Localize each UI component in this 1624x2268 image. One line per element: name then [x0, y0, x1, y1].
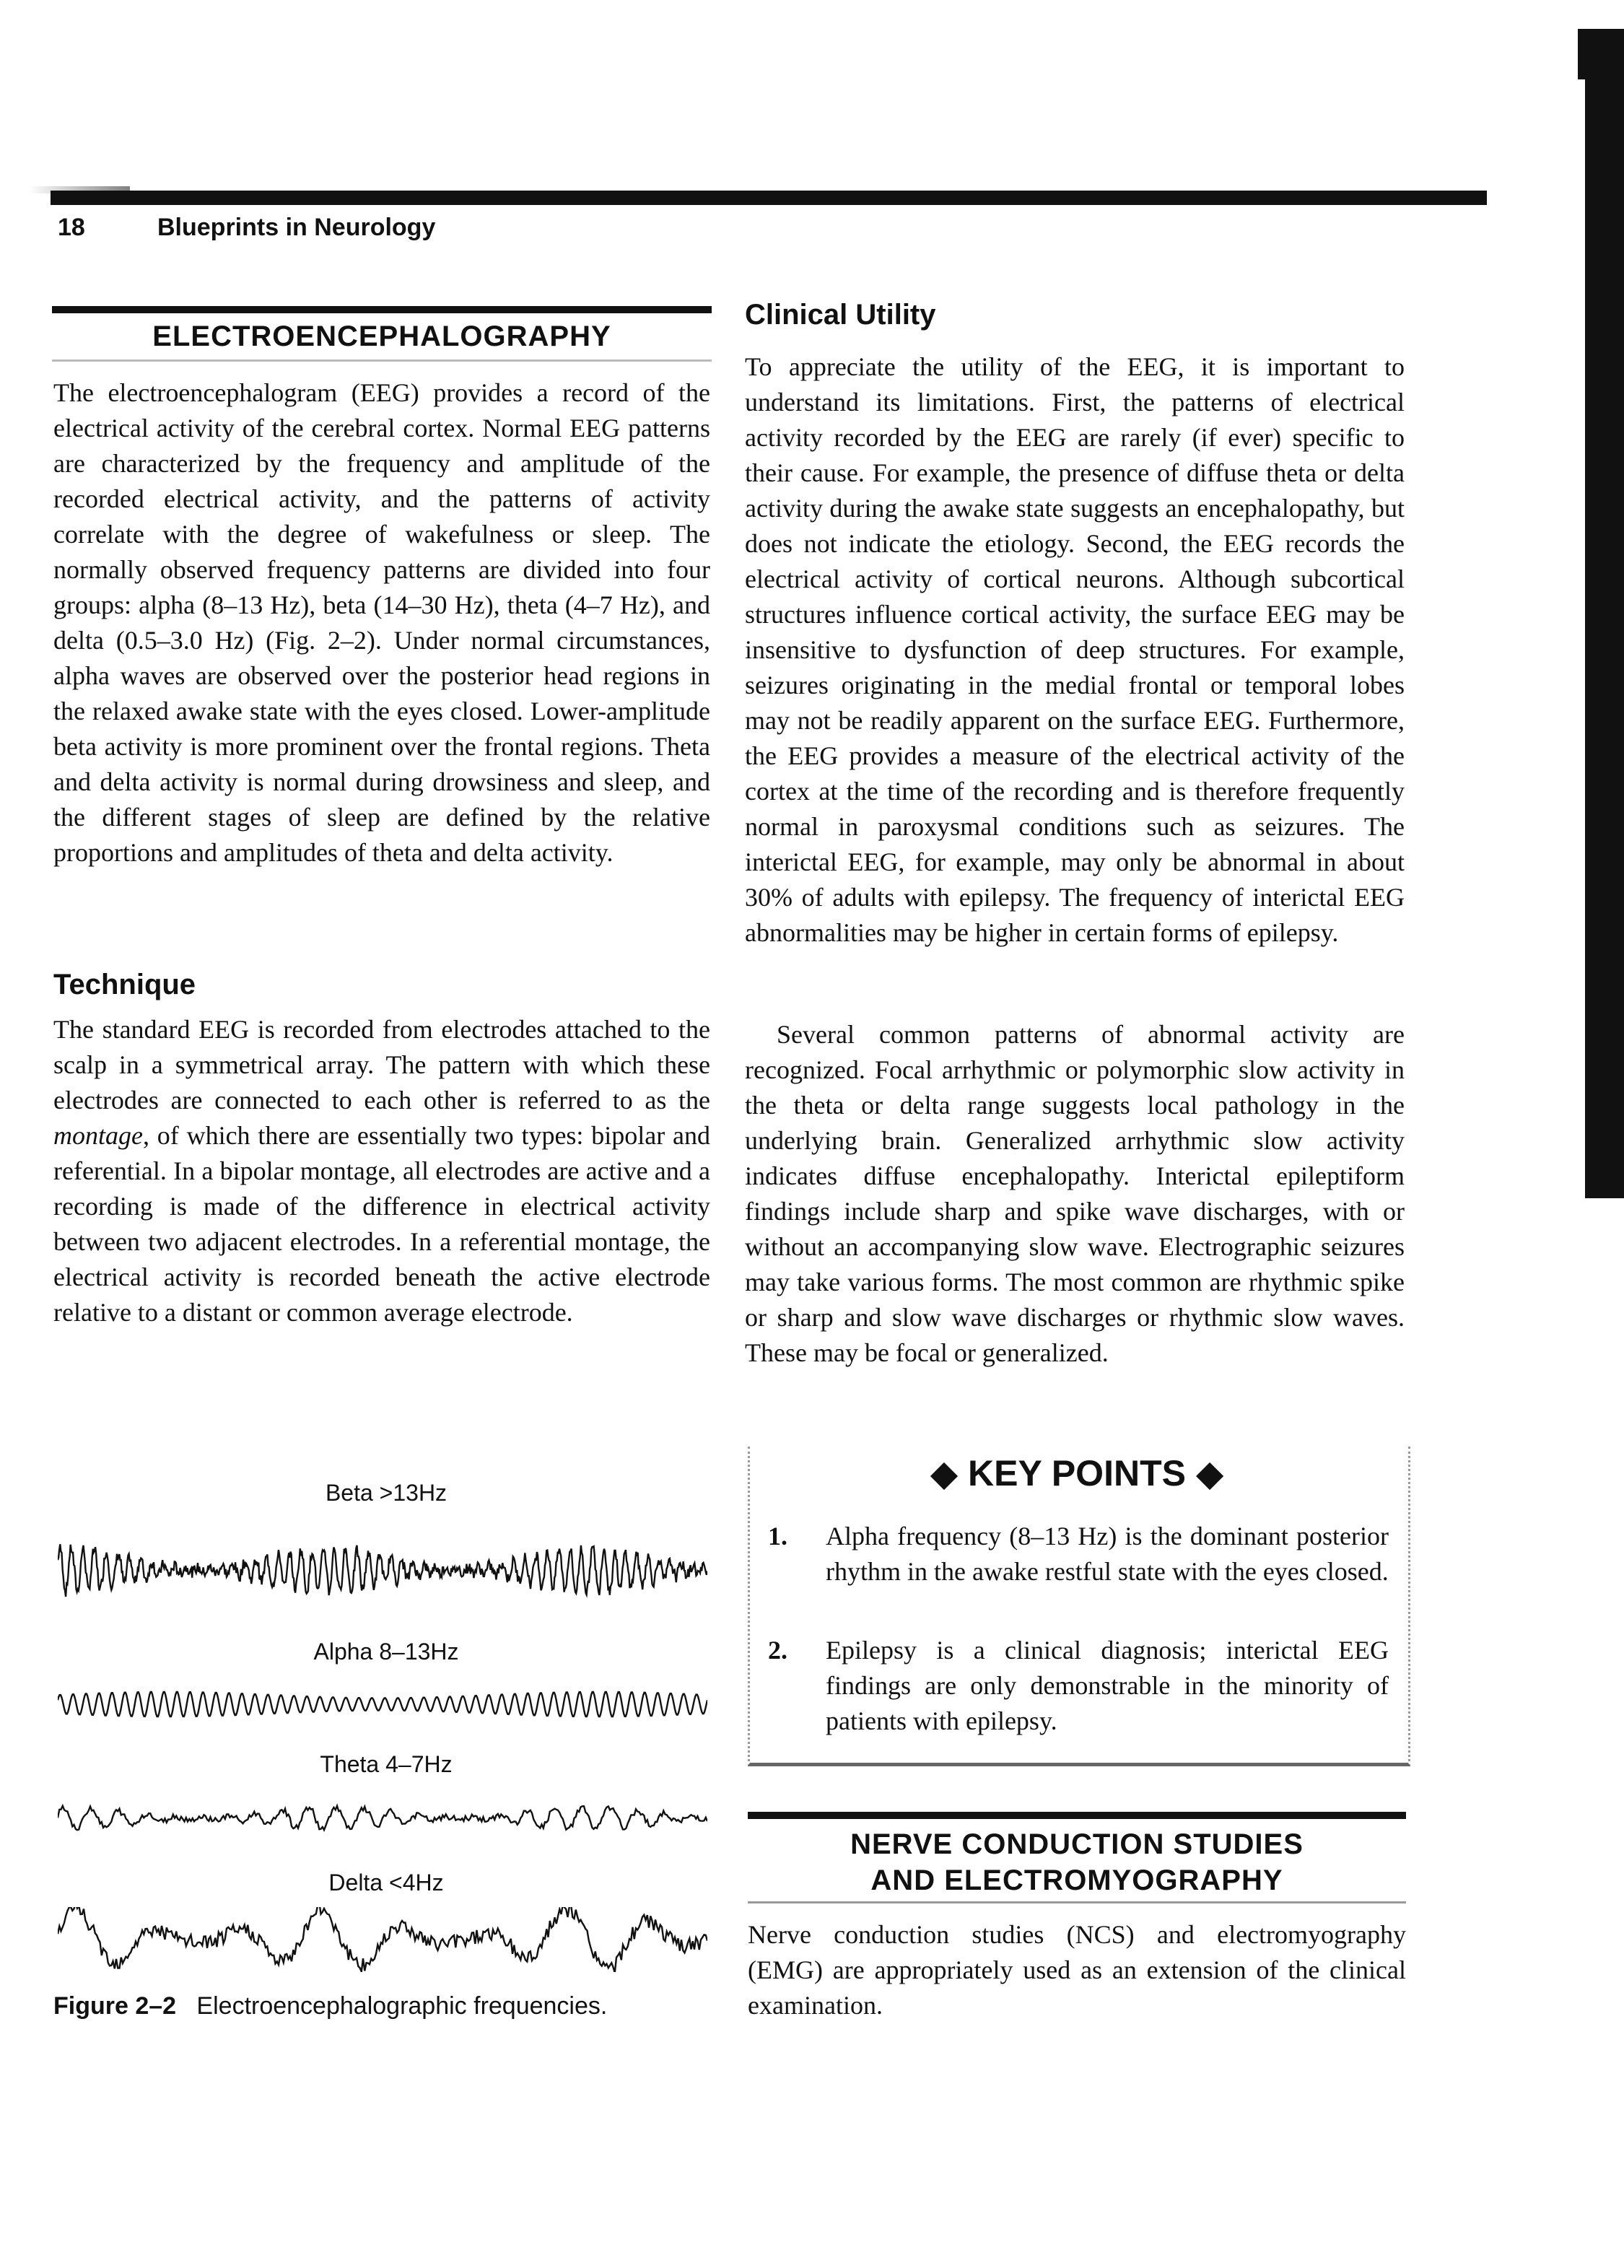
- trace-label-alpha: Alpha 8–13Hz: [313, 1639, 459, 1665]
- ncs-heading-rule-top: [748, 1812, 1406, 1819]
- ncs-heading-line-1: NERVE CONDUCTION STUDIES: [850, 1828, 1304, 1860]
- scan-edge-bar: [1585, 29, 1624, 1198]
- header-rule: [51, 191, 1487, 205]
- figure-caption-label: Figure 2–2: [53, 1992, 177, 2020]
- trace-delta: [58, 1907, 707, 1972]
- trace-label-theta: Theta 4–7Hz: [320, 1751, 453, 1777]
- ncs-paragraph: Nerve conduction studies (NCS) and electromyography (EMG) are appropriately used as an extension of the clinical examination.: [748, 1920, 1406, 2020]
- eeg-heading: ELECTROENCEPHALOGRAPHY: [152, 320, 611, 352]
- trace-label-beta: Beta >13Hz: [325, 1480, 448, 1506]
- ncs-heading-line-2: AND ELECTROMYOGRAPHY: [870, 1864, 1283, 1896]
- figure-caption: [53, 1992, 607, 2020]
- trace-beta: [58, 1530, 707, 1610]
- technique-paragraph: [53, 1012, 710, 1330]
- eeg-heading-rule-top: [52, 306, 712, 313]
- key-point-number: 1.: [768, 1522, 787, 1550]
- key-points-title: ◆ KEY POINTS ◆: [930, 1453, 1224, 1493]
- trace-label-delta: Delta <4Hz: [328, 1870, 444, 1896]
- running-title: Blueprints in Neurology: [157, 214, 436, 241]
- technique-text-part1: The standard EEG is recorded from electrodes attached to the scalp in a symmetrical array. The pattern with which these electrodes are connected to each other is referred to as the: [53, 1015, 710, 1115]
- key-point-item: [768, 1519, 1389, 1589]
- technique-text-part2: , of which there are essentially two types: bipolar and referential. In a bipolar montage, all electrodes are active and a recording is made of the difference in electrical activity between two adjacent electrodes. In a referential montage, the electrical activity is recorded beneath the active electrode relative to a distant or common average electrode.: [53, 1121, 710, 1327]
- clinical-utility-paragraph-1: To appreciate the utility of the EEG, it is important to understand its limitations. First, the patterns of electrical activity recorded by the EEG are rarely (if ever) specific to their cause. For example, the presence of diffuse theta or delta activity during the awake state suggests an encephalopathy, but does not indicate the etiology. Second, the EEG records the electrical activity of cortical neurons. Although subcortical structures influence cortical activity, the surface EEG may be insensitive to dysfunction of deep structures. For example, seizures originating in the medial frontal or temporal lobes may not be readily apparent on the surface EEG. Furthermore, the EEG provides a measure of the electrical activity of the cortex at the time of the recording and is therefore frequently normal in paroxysmal conditions such as seizures. The interictal EEG, for example, may only be abnormal in about 30% of adults with epilepsy. The frequency of interictal EEG abnormalities may be higher in certain forms of epilepsy.: [745, 352, 1405, 947]
- trace-alpha: [58, 1679, 707, 1730]
- figure-caption-text: Electroencephalographic frequencies.: [196, 1992, 608, 2020]
- key-point-item: [768, 1633, 1389, 1739]
- ncs-heading-rule-bottom: [748, 1901, 1406, 1903]
- eeg-paragraph: The electroencephalogram (EEG) provides a record of the electrical activity of the cerebral cortex. Normal EEG patterns are characterized by the frequency and amplitude of the recorded electrical activity, and the patterns of activity correlate with the degree of wakefulness or sleep. The normally observed frequency patterns are divided into four groups: alpha (8–13 Hz), beta (14–30 Hz), theta (4–7 Hz), and delta (0.5–3.0 Hz) (Fig. 2–2). Under normal circumstances, alpha waves are observed over the posterior head regions in the relaxed awake state with the eyes closed. Lower-amplitude beta activity is more prominent over the frontal regions. Theta and delta activity is normal during drowsiness and sleep, and the different stages of sleep are defined by the relative proportions and amplitudes of theta and delta activity.: [53, 378, 710, 867]
- technique-heading: Technique: [53, 969, 196, 1000]
- key-point-text: Epilepsy is a clinical diagnosis; interictal EEG findings are only demonstrable in the minority of patients with epilepsy.: [826, 1636, 1389, 1735]
- eeg-heading-rule-bottom: [52, 359, 712, 362]
- clinical-utility-paragraph-2: Several common patterns of abnormal activity are recognized. Focal arrhythmic or polymorphic slow activity in the theta or delta range suggests local pathology in the underlying brain. Generalized arrhythmic slow activity indicates diffuse encephalopathy. Interictal epileptiform findings include sharp and spike wave discharges, with or without an accompanying slow wave. Electrographic seizures may take various forms. The most common are rhythmic spike or sharp and slow wave discharges or rhythmic slow waves. These may be focal or generalized.: [745, 1020, 1405, 1367]
- eeg-figure: [51, 1465, 722, 1971]
- key-point-text: Alpha frequency (8–13 Hz) is the dominant posterior rhythm in the awake restful state with the eyes closed.: [826, 1522, 1389, 1586]
- technique-text-italic: montage: [53, 1121, 143, 1150]
- key-point-number: 2.: [768, 1636, 787, 1665]
- page-number: 18: [58, 214, 85, 241]
- ncs-heading: [748, 1826, 1406, 1898]
- clinical-utility-heading: Clinical Utility: [745, 299, 936, 331]
- trace-theta: [58, 1793, 707, 1844]
